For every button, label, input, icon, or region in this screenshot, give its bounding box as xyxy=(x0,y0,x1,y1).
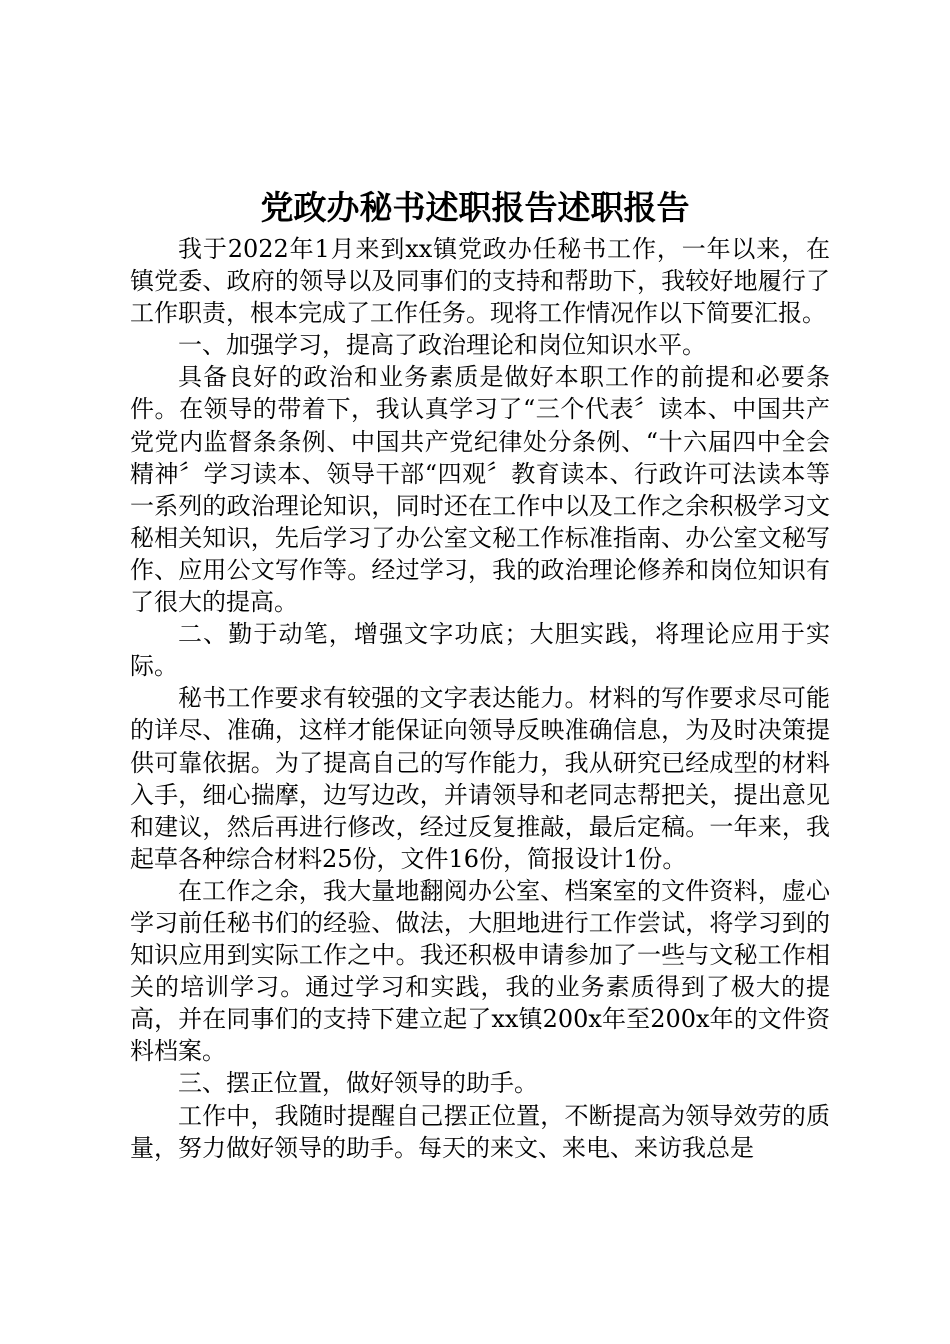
paragraph-writing: 秘书工作要求有较强的文字表达能力。材料的写作要求尽可能的详尽、准确，这样才能保证向领导反映准确信息，为及时决策提供可靠依据。为了提高自己的写作能力，我从研究已经成型的材料入手，细心揣摩，边写边改，并请领导和老同志帮把关，提出意见和建议，然后再进行修改，经过反复推敲，最后定稿。一年来，我起草各种综合材料25份，文件16份，简报设计1份。 xyxy=(130,684,830,873)
section-heading-1: 一、加强学习，提高了政治理论和岗位知识水平。 xyxy=(178,331,706,360)
paragraph-practice: 在工作之余，我大量地翻阅办公室、档案室的文件资料，虚心学习前任秘书们的经验、做法，大胆地进行工作尝试，将学习到的知识应用到实际工作之中。我还积极申请参加了一些与文秘工作相关的培训学习。通过学习和实践，我的业务素质得到了极大的提高，并在同事们的支持下建立起了xx镇200x年至200x年的文件资料档案。 xyxy=(130,876,830,1066)
paragraph-assistant: 工作中，我随时提醒自己摆正位置，不断提高为领导效劳的质量，努力做好领导的助手。每天的来文、来电、来访我总是 xyxy=(130,1101,830,1162)
paragraph-study: 具备良好的政治和业务素质是做好本职工作的前提和必要条件。在领导的带着下，我认真学习了“三个代表〞读本、中国共产党党内监督条条例、中国共产党纪律处分条例、“十六届四中全会精神〞学习读本、领导干部“四观〞教育读本、行政许可法读本等一系列的政治理论知识，同时还在工作中以及工作之余积极学习文秘相关知识，先后学习了办公室文秘工作标准指南、办公室文秘写作、应用公文写作等。经过学习，我的政治理论修养和岗位知识有了很大的提高。 xyxy=(130,363,830,617)
document-title: 党政办秘书述职报告述职报告 xyxy=(260,188,690,227)
paragraph-intro: 我于2022年1月来到xx镇党政办任秘书工作，一年以来，在镇党委、政府的领导以及同事们的支持和帮助下，我较好地履行了工作职责，根本完成了工作任务。现将工作情况作以下简要汇报。 xyxy=(130,235,830,328)
section-heading-2: 二、勤于动笔，增强文字功底；大胆实践，将理论应用于实际。 xyxy=(130,620,830,681)
section-heading-3: 三、摆正位置，做好领导的助手。 xyxy=(178,1069,538,1098)
document-body xyxy=(130,233,830,1164)
